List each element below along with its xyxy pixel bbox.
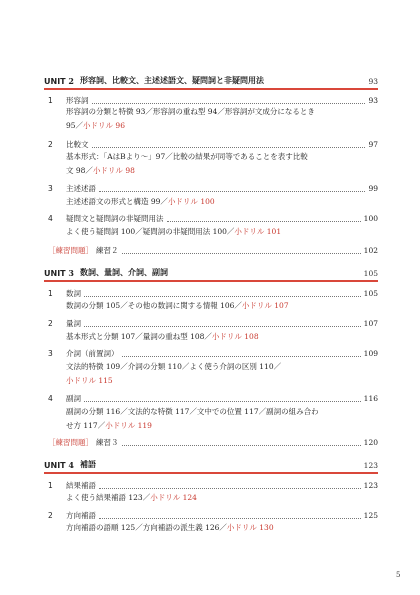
section-title: 方向補語 [66, 511, 96, 520]
unit-heading [44, 456, 378, 470]
subentry-line [66, 375, 378, 386]
unit-title: 形容詞、比較文、主述述語文、疑問詞と非疑問用法 [80, 76, 264, 85]
unit-title: 数詞、量詞、介詞、副詞 [80, 268, 168, 277]
toc-section[interactable] [48, 139, 378, 150]
unit-page: 105 [363, 269, 378, 278]
section-title: 疑問文と疑問詞の非疑問用法 [66, 214, 164, 223]
section-title: 数詞 [66, 289, 81, 298]
section-page: 97 [368, 140, 378, 149]
unit-label: UNIT [44, 269, 66, 278]
section-number: 1 [48, 481, 53, 490]
toc-section[interactable] [48, 393, 378, 404]
section-number: 2 [48, 511, 53, 520]
exercise-tag: ［練習問題］ [48, 438, 93, 447]
leader-dots [99, 482, 361, 489]
unit-number: 3 [68, 268, 74, 278]
unit-label: UNIT [44, 461, 66, 470]
toc-section[interactable] [48, 183, 378, 194]
subentry-line: 基本形式と分類 107／量詞の重ね型 108／小ドリル 108 [66, 332, 259, 341]
section-title: 形容詞 [66, 96, 89, 105]
drill-link[interactable]: 小ドリル 101 [234, 227, 282, 236]
subentry-line: 数詞の分類 105／その他の数詞に関する情報 106／小ドリル 107 [66, 301, 289, 310]
leader-dots [167, 215, 361, 222]
exercise-title: 練習２ [96, 246, 119, 255]
section-title: 主述述語 [66, 184, 96, 193]
leader-dots [99, 185, 365, 192]
drill-link[interactable]: 小ドリル 130 [226, 523, 274, 532]
unit-rule [44, 472, 378, 474]
section-number: 4 [48, 214, 53, 223]
leader-dots [84, 320, 361, 327]
section-page: 100 [363, 214, 378, 223]
section-title: 量詞 [66, 319, 81, 328]
leader-dots [99, 512, 361, 519]
leader-dots [122, 247, 361, 254]
subentry-line: 主述述語文の形式と構造 99／小ドリル 100 [66, 197, 215, 206]
drill-link[interactable]: 小ドリル 100 [167, 197, 215, 206]
drill-link[interactable]: 小ドリル 115 [66, 376, 113, 385]
section-number: 3 [48, 184, 53, 193]
subentry-line: よく使う疑問詞 100／疑問詞の非疑問用法 100／小ドリル 101 [66, 227, 282, 236]
section-page: 99 [368, 184, 378, 193]
subentry-line: 文法的特徴 109／介詞の分類 110／よく使う介詞の区別 110／ [66, 362, 282, 371]
subentry-line: 95／小ドリル 96 [66, 121, 125, 130]
section-page: 109 [363, 349, 378, 358]
drill-link[interactable]: 小ドリル 98 [92, 166, 135, 175]
subentry-line: 副詞の分類 116／文法的な特徴 117／文中での位置 117／副詞の組み合わ [66, 407, 319, 416]
section-page: 116 [363, 394, 378, 403]
section-number: 2 [48, 319, 53, 328]
exercise-page: 102 [363, 246, 378, 255]
subentry-line: 文 98／小ドリル 98 [66, 166, 135, 175]
drill-link[interactable]: 小ドリル 119 [105, 421, 152, 430]
drill-link[interactable]: 小ドリル 96 [83, 121, 125, 130]
unit-rule [44, 280, 378, 282]
unit-number: 4 [68, 460, 74, 470]
drill-link[interactable]: 小ドリル 108 [211, 332, 259, 341]
section-title: 介詞（前置詞） [66, 349, 119, 358]
unit-rule [44, 88, 378, 90]
section-page: 93 [368, 96, 378, 105]
exercise-tag: ［練習問題］ [48, 246, 93, 255]
section-title: 比較文 [66, 140, 89, 149]
unit-page: 123 [363, 461, 378, 470]
toc-section[interactable] [48, 213, 378, 224]
drill-link[interactable]: 小ドリル 124 [150, 493, 197, 502]
unit-heading [44, 264, 378, 278]
section-number: 1 [48, 96, 53, 105]
unit-number: 2 [68, 76, 74, 86]
section-title: 結果補語 [66, 481, 96, 490]
leader-dots [122, 439, 361, 446]
exercise-entry[interactable] [48, 437, 378, 448]
leader-dots [92, 141, 366, 148]
section-page: 105 [363, 289, 378, 298]
drill-link[interactable]: 小ドリル 107 [241, 301, 289, 310]
unit-heading [44, 72, 378, 86]
exercise-page: 120 [363, 438, 378, 447]
subentry-line: 基本形式：「AはBより～」97／比較の結果が同等であることを表す比較 [66, 152, 308, 161]
section-page: 123 [363, 481, 378, 490]
subentry-line: せ方 117／小ドリル 119 [66, 421, 152, 430]
leader-dots [92, 97, 366, 104]
exercise-title: 練習３ [96, 438, 119, 447]
section-page: 107 [363, 319, 378, 328]
section-number: 1 [48, 289, 53, 298]
leader-dots [122, 350, 361, 357]
unit-page: 93 [368, 77, 378, 86]
section-number: 2 [48, 140, 53, 149]
exercise-entry[interactable] [48, 245, 378, 256]
unit-label: UNIT [44, 77, 66, 86]
subentry-line: 形容詞の分類と特徴 93／形容詞の重ね型 94／形容詞が文成分になるとき [66, 107, 315, 116]
toc-section[interactable] [48, 510, 378, 521]
section-page: 125 [363, 511, 378, 520]
section-number: 4 [48, 394, 53, 403]
toc-section[interactable] [48, 318, 378, 329]
leader-dots [84, 290, 361, 297]
section-title: 副詞 [66, 394, 81, 403]
section-number: 3 [48, 349, 53, 358]
page-number: 5 [396, 571, 401, 579]
unit-title: 補語 [80, 460, 96, 469]
toc-section[interactable] [48, 480, 378, 491]
toc-section[interactable] [48, 288, 378, 299]
leader-dots [84, 395, 361, 402]
subentry-line: 方向補語の語順 125／方向補語の派生義 126／小ドリル 130 [66, 523, 274, 532]
subentry-line: よく使う結果補語 123／小ドリル 124 [66, 493, 197, 502]
toc-section[interactable] [48, 348, 378, 359]
toc-section[interactable] [48, 95, 378, 106]
